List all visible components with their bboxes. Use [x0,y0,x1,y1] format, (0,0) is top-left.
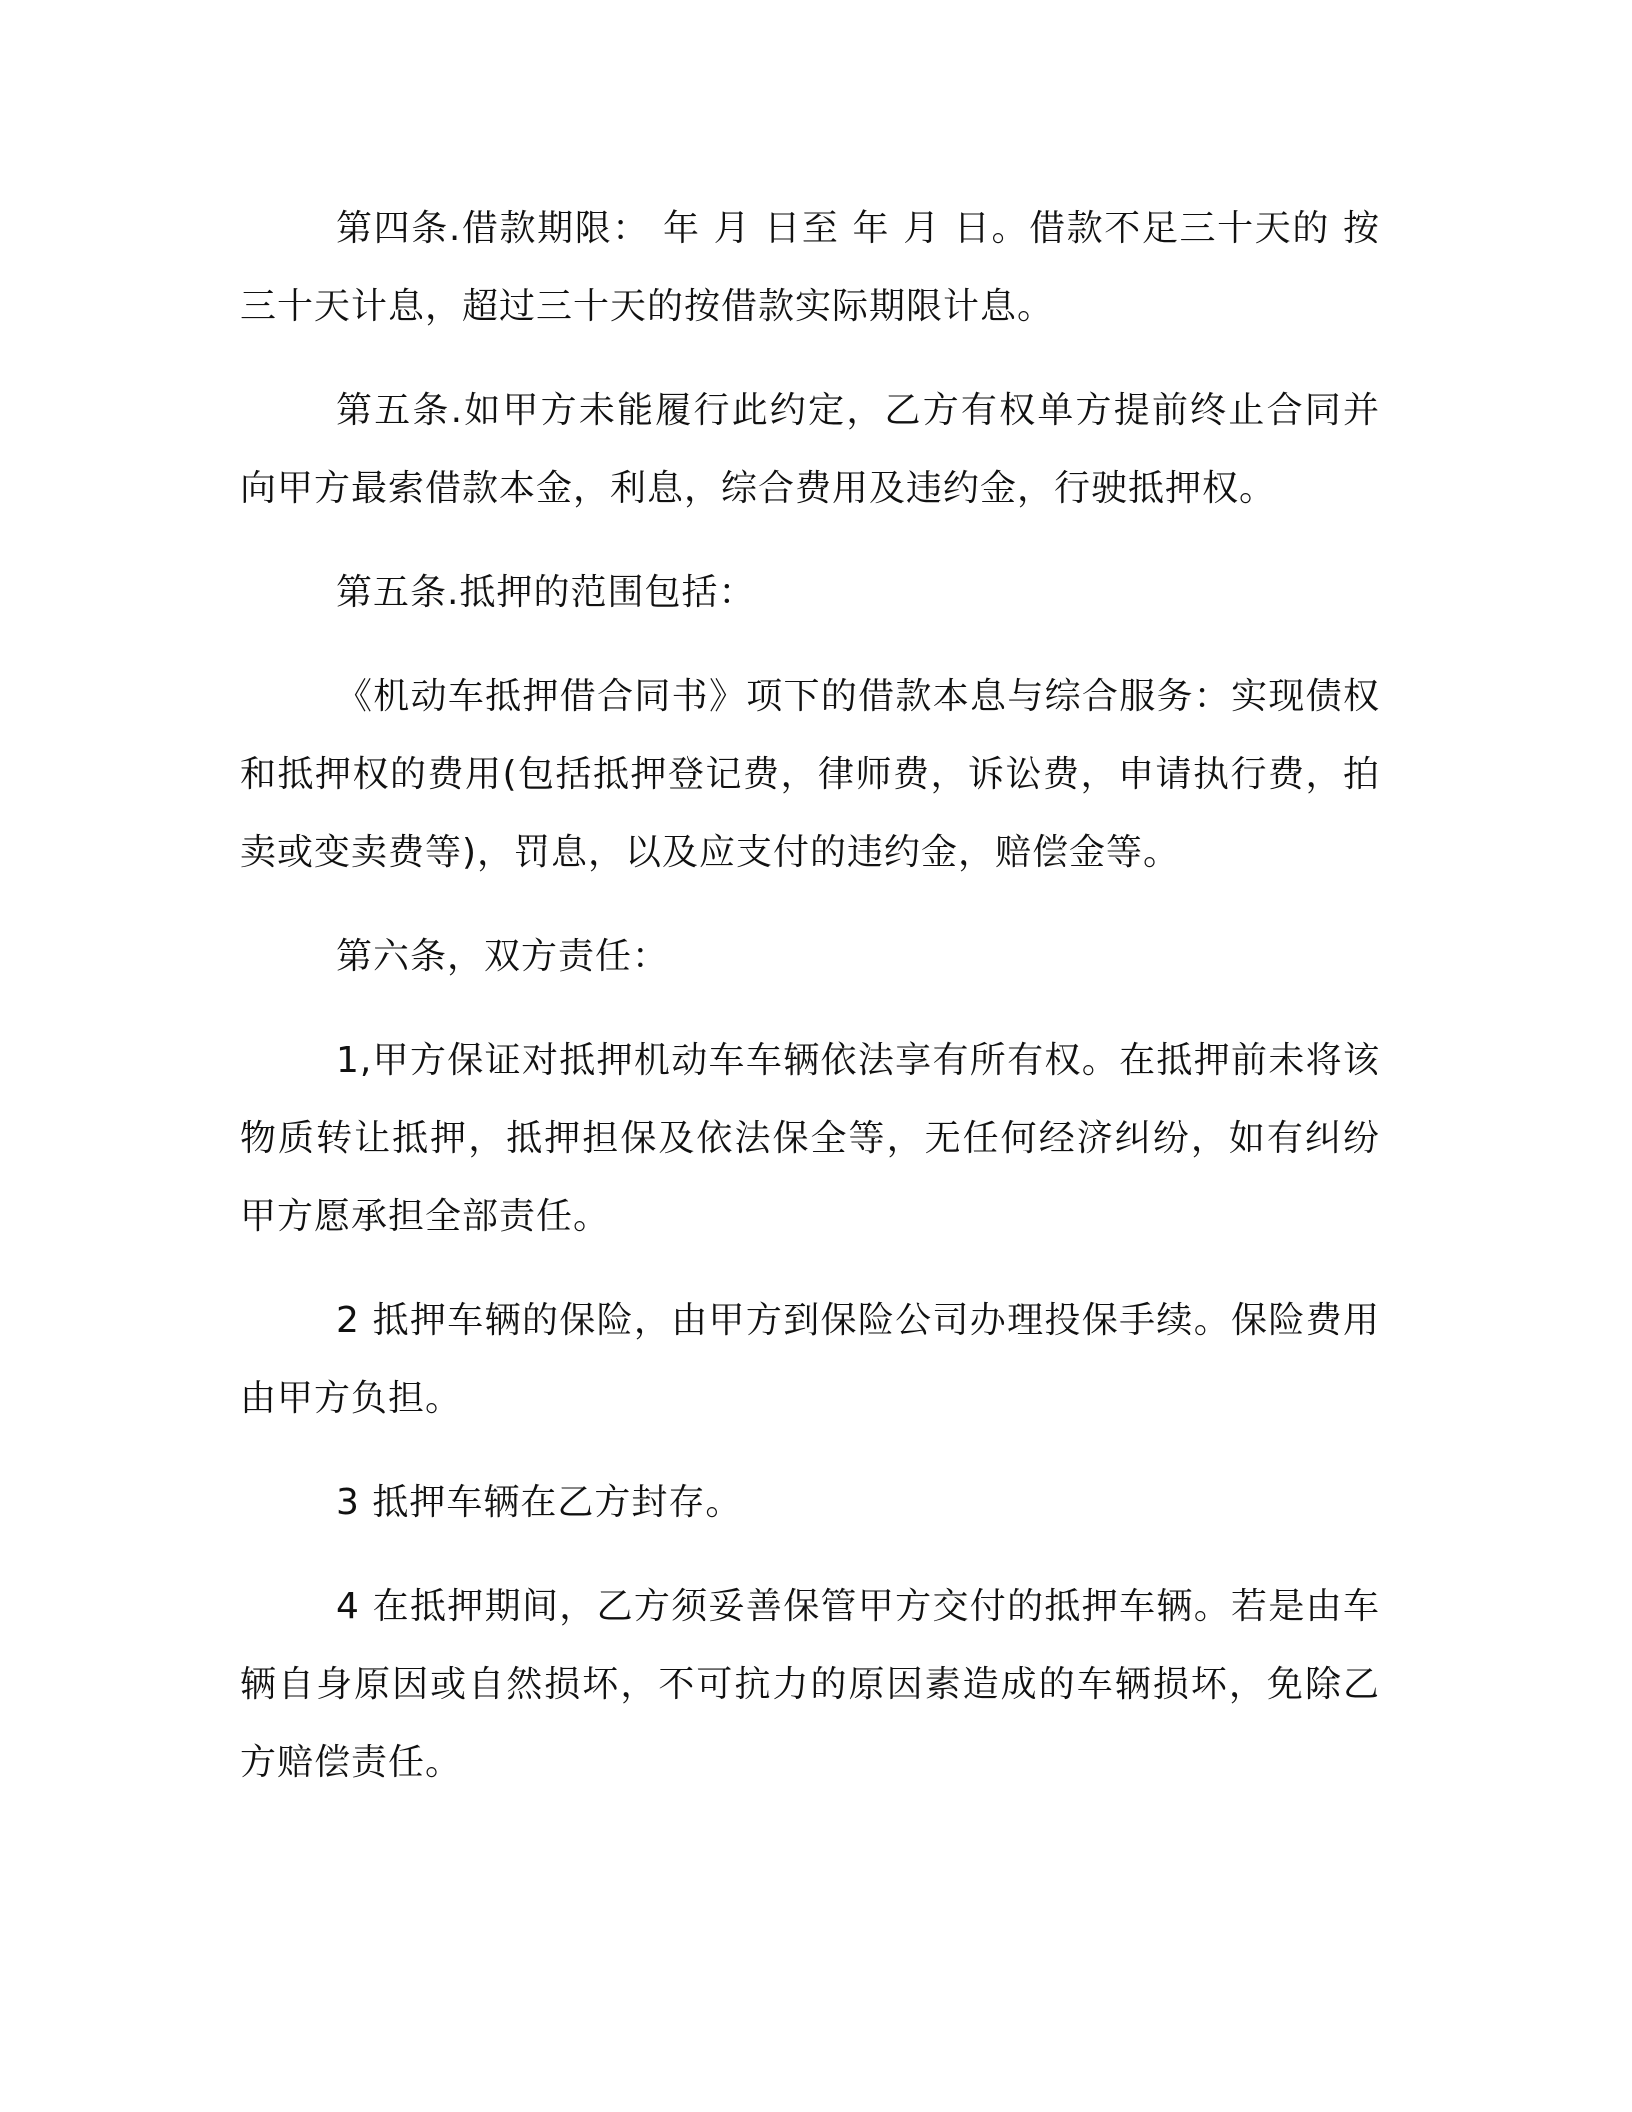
article-5-mortgage-scope-heading: 第五条.抵押的范围包括： [336,572,756,613]
article-6-responsibilities-heading: 第六条，双方责任： [336,936,670,977]
responsibility-item-2: 2 抵押车辆的保险，由甲方到保险公司办理投保手续。保险费用由甲方负担。 [240,1300,1380,1419]
article-4-loan-term: 第四条.借款期限： 年 月 日至 年 月 日。借款不足三十天的 按三十天计息，超过三十天的按借款实际期限计息。 [240,208,1380,327]
document-body [240,190,1380,1828]
article-5-default-clause: 第五条.如甲方未能履行此约定，乙方有权单方提前终止合同并向甲方最索借款本金，利息，综合费用及违约金，行驶抵押权。 [240,390,1380,509]
responsibility-item-4: 4 在抵押期间，乙方须妥善保管甲方交付的抵押车辆。若是由车辆自身原因或自然损坏，不可抗力的原因素造成的车辆损坏，免除乙方赔偿责任。 [240,1586,1380,1783]
responsibility-item-1: 1,甲方保证对抵押机动车车辆依法享有所有权。在抵押前未将该物质转让抵押，抵押担保及依法保全等，无任何经济纠纷，如有纠纷甲方愿承担全部责任。 [240,1040,1380,1237]
mortgage-scope-details: 《机动车抵押借合同书》项下的借款本息与综合服务：实现债权和抵押权的费用(包括抵押登记费，律师费，诉讼费，申请执行费，拍卖或变卖费等)，罚息，以及应支付的违约金，赔偿金等。 [240,676,1380,873]
responsibility-item-3: 3 抵押车辆在乙方封存。 [336,1482,743,1523]
